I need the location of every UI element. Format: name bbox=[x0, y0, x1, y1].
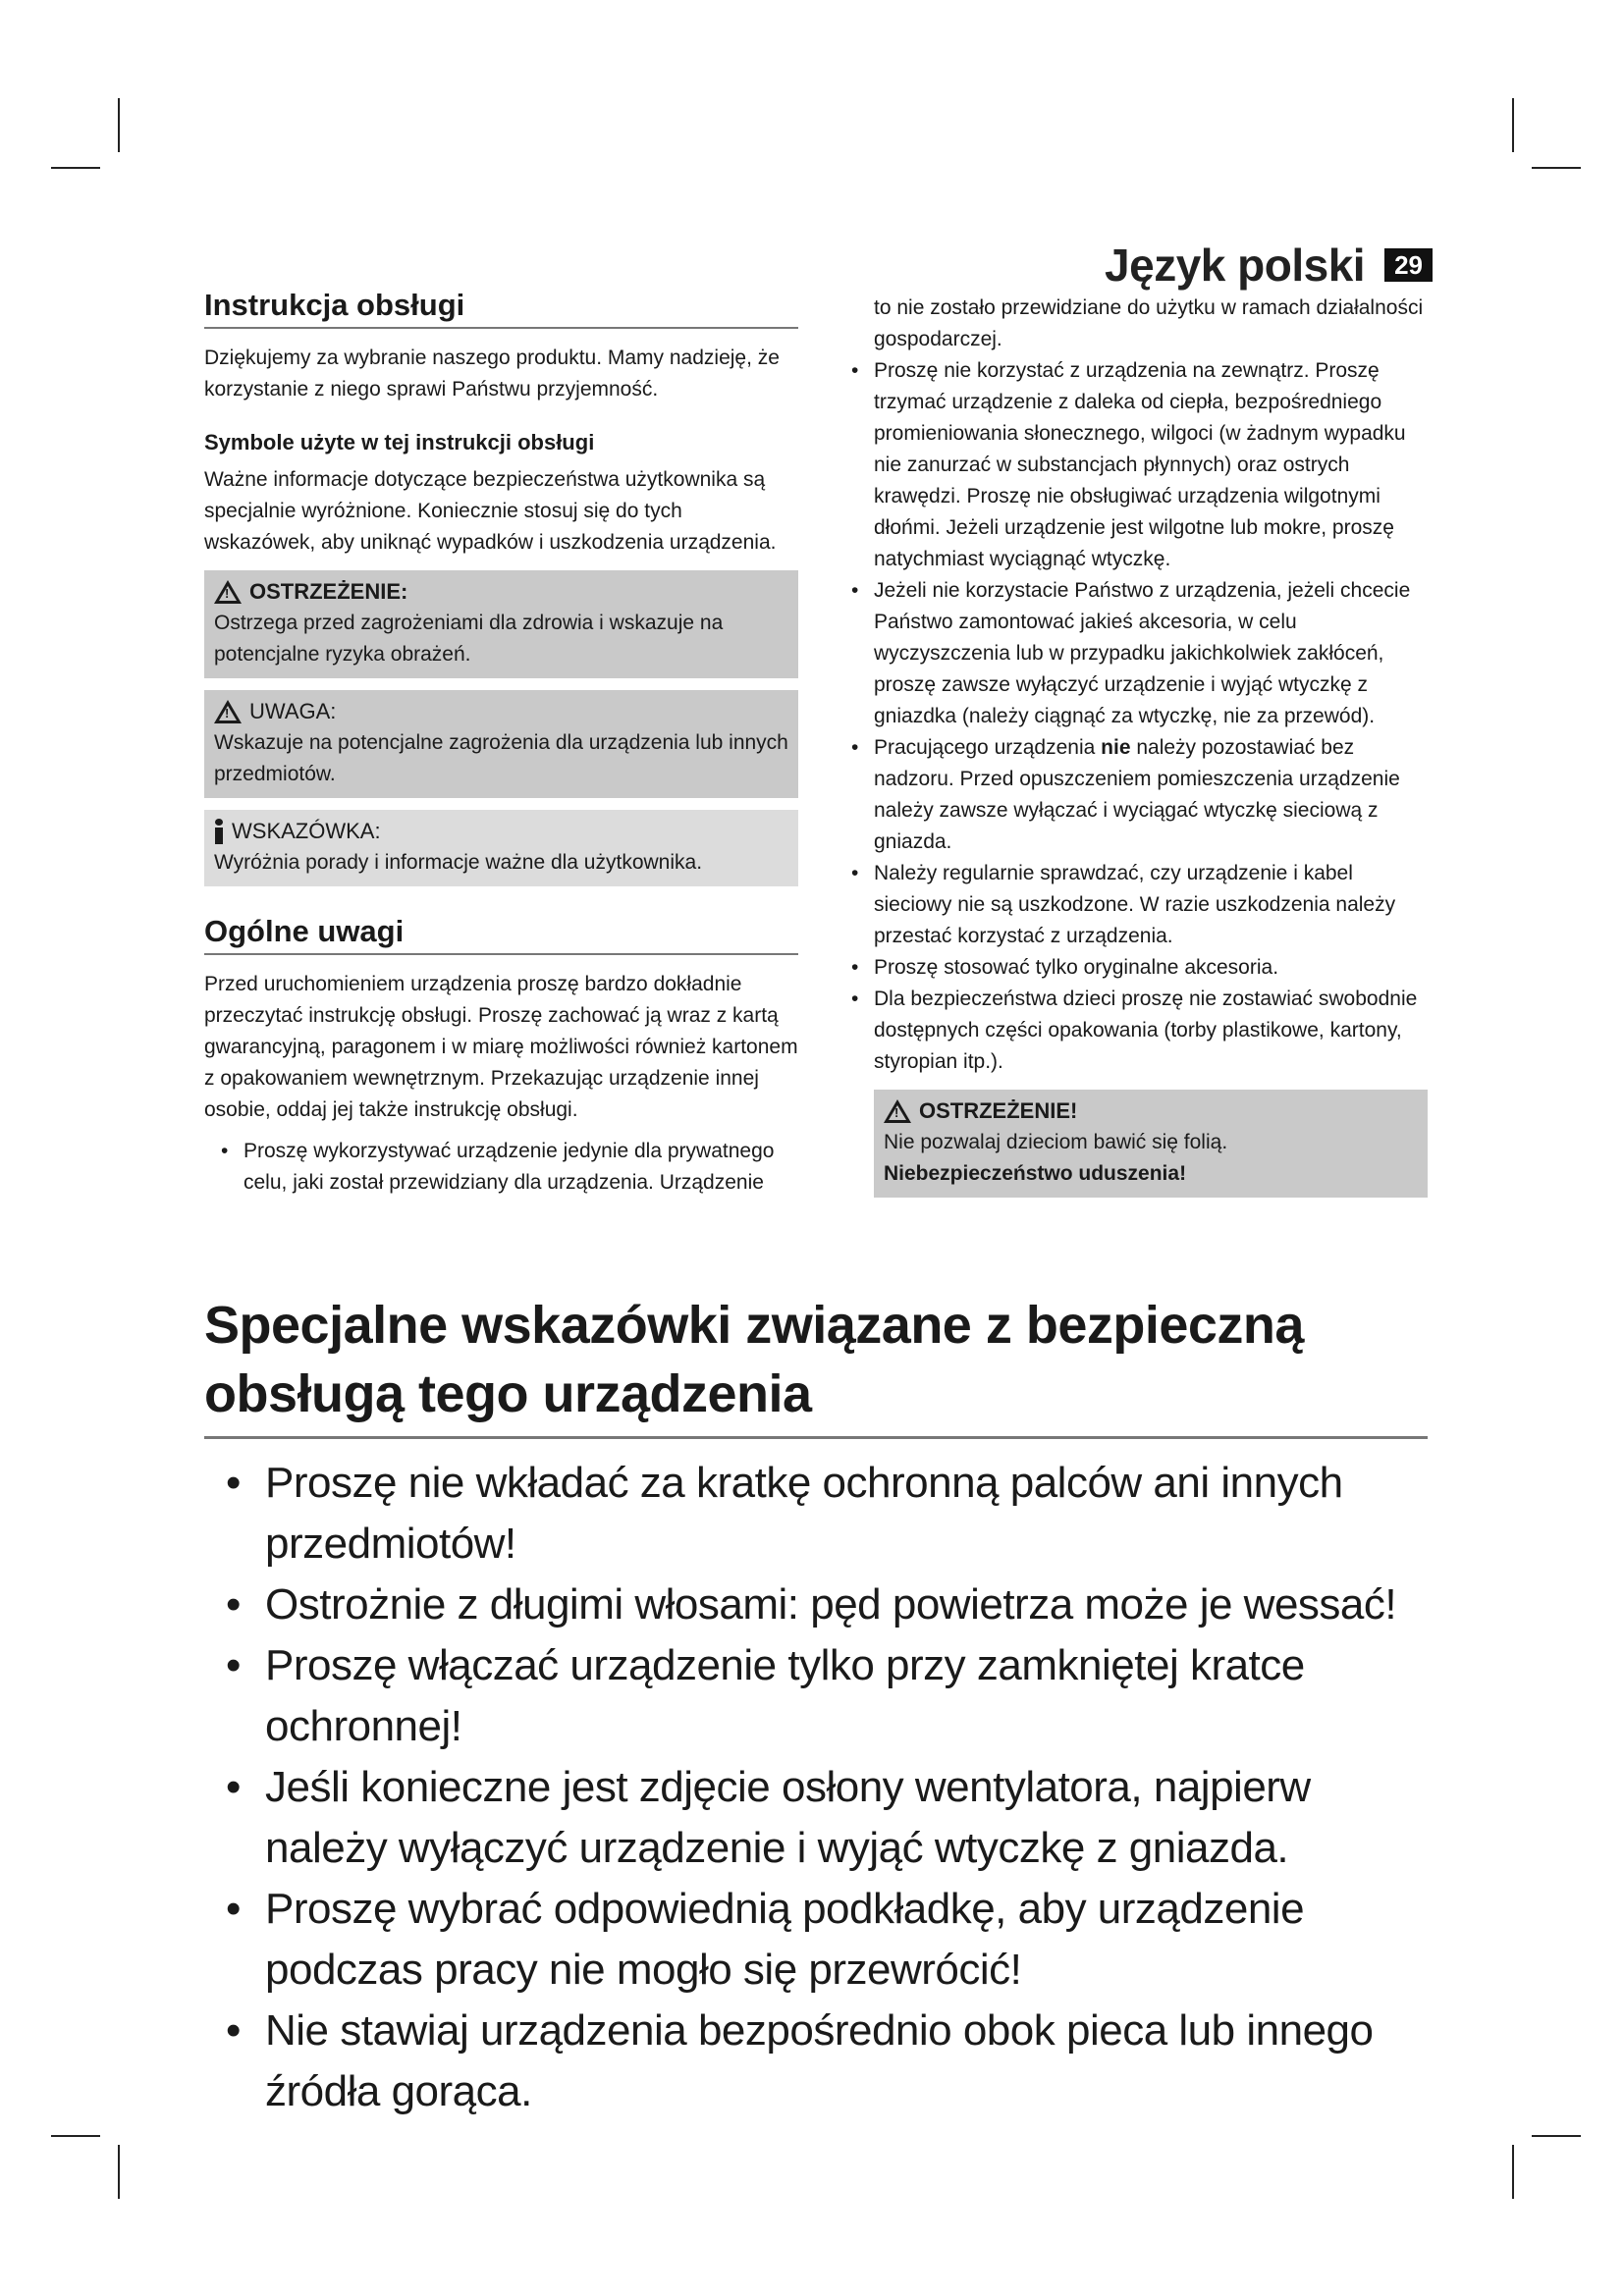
list-item: • Proszę nie wkładać za kratkę ochronną palców ani innych przedmiotów! bbox=[204, 1453, 1428, 1575]
crop-mark bbox=[118, 98, 120, 152]
right-column bbox=[835, 293, 1428, 1198]
warning-box bbox=[204, 570, 798, 678]
hint-text: Wyróżnia porady i informacje ważne dla użytkownika. bbox=[214, 851, 703, 874]
caution-icon bbox=[214, 700, 242, 723]
section-title-general: Ogólne uwagi bbox=[204, 916, 798, 955]
crop-mark bbox=[1532, 2135, 1581, 2137]
caution-text: Wskazuje na potencjalne zagrożenia dla urządzenia lub innych przedmiotów. bbox=[214, 731, 788, 785]
crop-mark bbox=[51, 167, 100, 169]
list-item-text: Pracującego urządzenia bbox=[874, 736, 1102, 759]
child-warning-box bbox=[874, 1090, 1428, 1198]
child-warning-text: Nie pozwalaj dzieciom bawić się folią. bbox=[884, 1131, 1228, 1153]
intro-text: Dziękujemy za wybranie naszego produktu. Mamy nadzieję, że korzystanie z niego sprawi Państwu przyjemność. bbox=[204, 347, 780, 400]
crop-mark bbox=[1532, 167, 1581, 169]
special-safety-section bbox=[204, 1291, 1428, 2122]
hint-title: WSKAZÓWKA: bbox=[232, 819, 381, 843]
list-item: • Dla bezpieczeństwa dzieci proszę nie zostawiać swobodnie dostępnych części opakowania (torby plastikowe, kartony, styropian itp.). bbox=[835, 984, 1428, 1078]
hint-box bbox=[204, 810, 798, 886]
warning-text: Ostrzega przed zagrożeniami dla zdrowia i wskazuje na potencjalne ryzyka obrażeń. bbox=[214, 612, 724, 666]
special-safety-list bbox=[204, 1453, 1428, 2122]
symbols-text: Ważne informacje dotyczące bezpieczeństwa użytkownika są specjalnie wyróżnione. Koniecznie stosuj się do tych wskazówek, aby uniknąć wypadków i uszkodzenia urządzenia. bbox=[204, 468, 777, 554]
list-item: • Proszę włączać urządzenie tylko przy zamkniętej kratce ochronnej! bbox=[204, 1635, 1428, 1757]
caution-title: UWAGA: bbox=[249, 699, 337, 723]
crop-mark bbox=[1512, 2145, 1514, 2199]
language-title: Język polski bbox=[1105, 240, 1366, 291]
left-column bbox=[204, 290, 798, 1199]
safety-list bbox=[835, 355, 1428, 1078]
warning-icon bbox=[884, 1099, 911, 1123]
list-item: • Proszę wykorzystywać urządzenie jedynie dla prywatnego celu, jaki został przewidziany dla urządzenia. Urządzenie bbox=[204, 1136, 798, 1199]
child-warning-title: OSTRZEŻENIE! bbox=[919, 1098, 1078, 1123]
continuation-text: to nie zostało przewidziane do użytku w ramach działalności gospodarczej. bbox=[874, 296, 1424, 350]
warning-icon bbox=[214, 580, 242, 604]
list-item bbox=[835, 732, 1428, 858]
crop-mark bbox=[51, 2135, 100, 2137]
page-header bbox=[1105, 236, 1433, 294]
general-text: Przed uruchomieniem urządzenia proszę bardzo dokładnie przeczytać instrukcję obsługi. Proszę zachować ją wraz z kartą gwarancyjną, paragonem i w miarę możliwości również kartonem z opakowaniem wewnętrznym. Przekazując urządzenie innej osobie, oddaj jej także instrukcję obsługi. bbox=[204, 973, 798, 1121]
list-item: • Ostrożnie z długimi włosami: pęd powietrza może je wessać! bbox=[204, 1575, 1428, 1635]
list-item: • Proszę nie korzystać z urządzenia na zewnątrz. Proszę trzymać urządzenie z daleka od ciepła, bezpośredniego promieniowania słonecznego, wilgoci (w żadnym wypadku nie zanurzać w substancjach płynnych) oraz ostrych krawędzi. Proszę nie obsługiwać urządzenia wilgotnymi dłońmi. Jeżeli urządzenie jest wilgotne lub mokre, proszę natychmiast wyciągnąć wtyczkę. bbox=[835, 355, 1428, 575]
list-item: • Proszę stosować tylko oryginalne akcesoria. bbox=[835, 952, 1428, 984]
general-list bbox=[204, 1136, 798, 1199]
warning-title: OSTRZEŻENIE: bbox=[249, 579, 408, 604]
crop-mark bbox=[1512, 98, 1514, 152]
special-safety-title: Specjalne wskazówki związane z bezpieczną obsługą tego urządzenia bbox=[204, 1291, 1428, 1439]
list-item: • Jeśli konieczne jest zdjęcie osłony wentylatora, najpierw należy wyłączyć urządzenie i wyjąć wtyczkę z gniazda. bbox=[204, 1757, 1428, 1879]
list-item: • Należy regularnie sprawdzać, czy urządzenie i kabel sieciowy nie są uszkodzone. W razie uszkodzenia należy przestać korzystać z urządzenia. bbox=[835, 858, 1428, 952]
list-item-text: należy pozostawiać bez nadzoru. Przed opuszczeniem pomieszczenia urządzenie należy zawsze wyłączać i wyciągać wtyczkę sieciową z gniazda. bbox=[874, 736, 1400, 853]
child-warning-emphasis: Niebezpieczeństwo uduszenia! bbox=[884, 1162, 1187, 1185]
page-number: 29 bbox=[1384, 248, 1433, 282]
section-title-instructions: Instrukcja obsługi bbox=[204, 290, 798, 329]
crop-mark bbox=[118, 2145, 120, 2199]
list-item-emphasis: nie bbox=[1101, 736, 1131, 759]
info-icon bbox=[214, 819, 224, 844]
list-item: • Proszę wybrać odpowiednią podkładkę, aby urządzenie podczas pracy nie mogło się przewrócić! bbox=[204, 1879, 1428, 2001]
caution-box bbox=[204, 690, 798, 798]
symbols-title: Symbole użyte w tej instrukcji obsługi bbox=[204, 430, 595, 454]
list-item: • Jeżeli nie korzystacie Państwo z urządzenia, jeżeli chcecie Państwo zamontować jakieś akcesoria, w celu wyczyszczenia lub w przypadku jakichkolwiek zakłóceń, proszę zawsze wyłączyć urządzenie i wyjąć wtyczkę z gniazdka (należy ciągnąć za wtyczkę, nie za przewód). bbox=[835, 575, 1428, 732]
list-item: • Nie stawiaj urządzenia bezpośrednio obok pieca lub innego źródła gorąca. bbox=[204, 2001, 1428, 2122]
